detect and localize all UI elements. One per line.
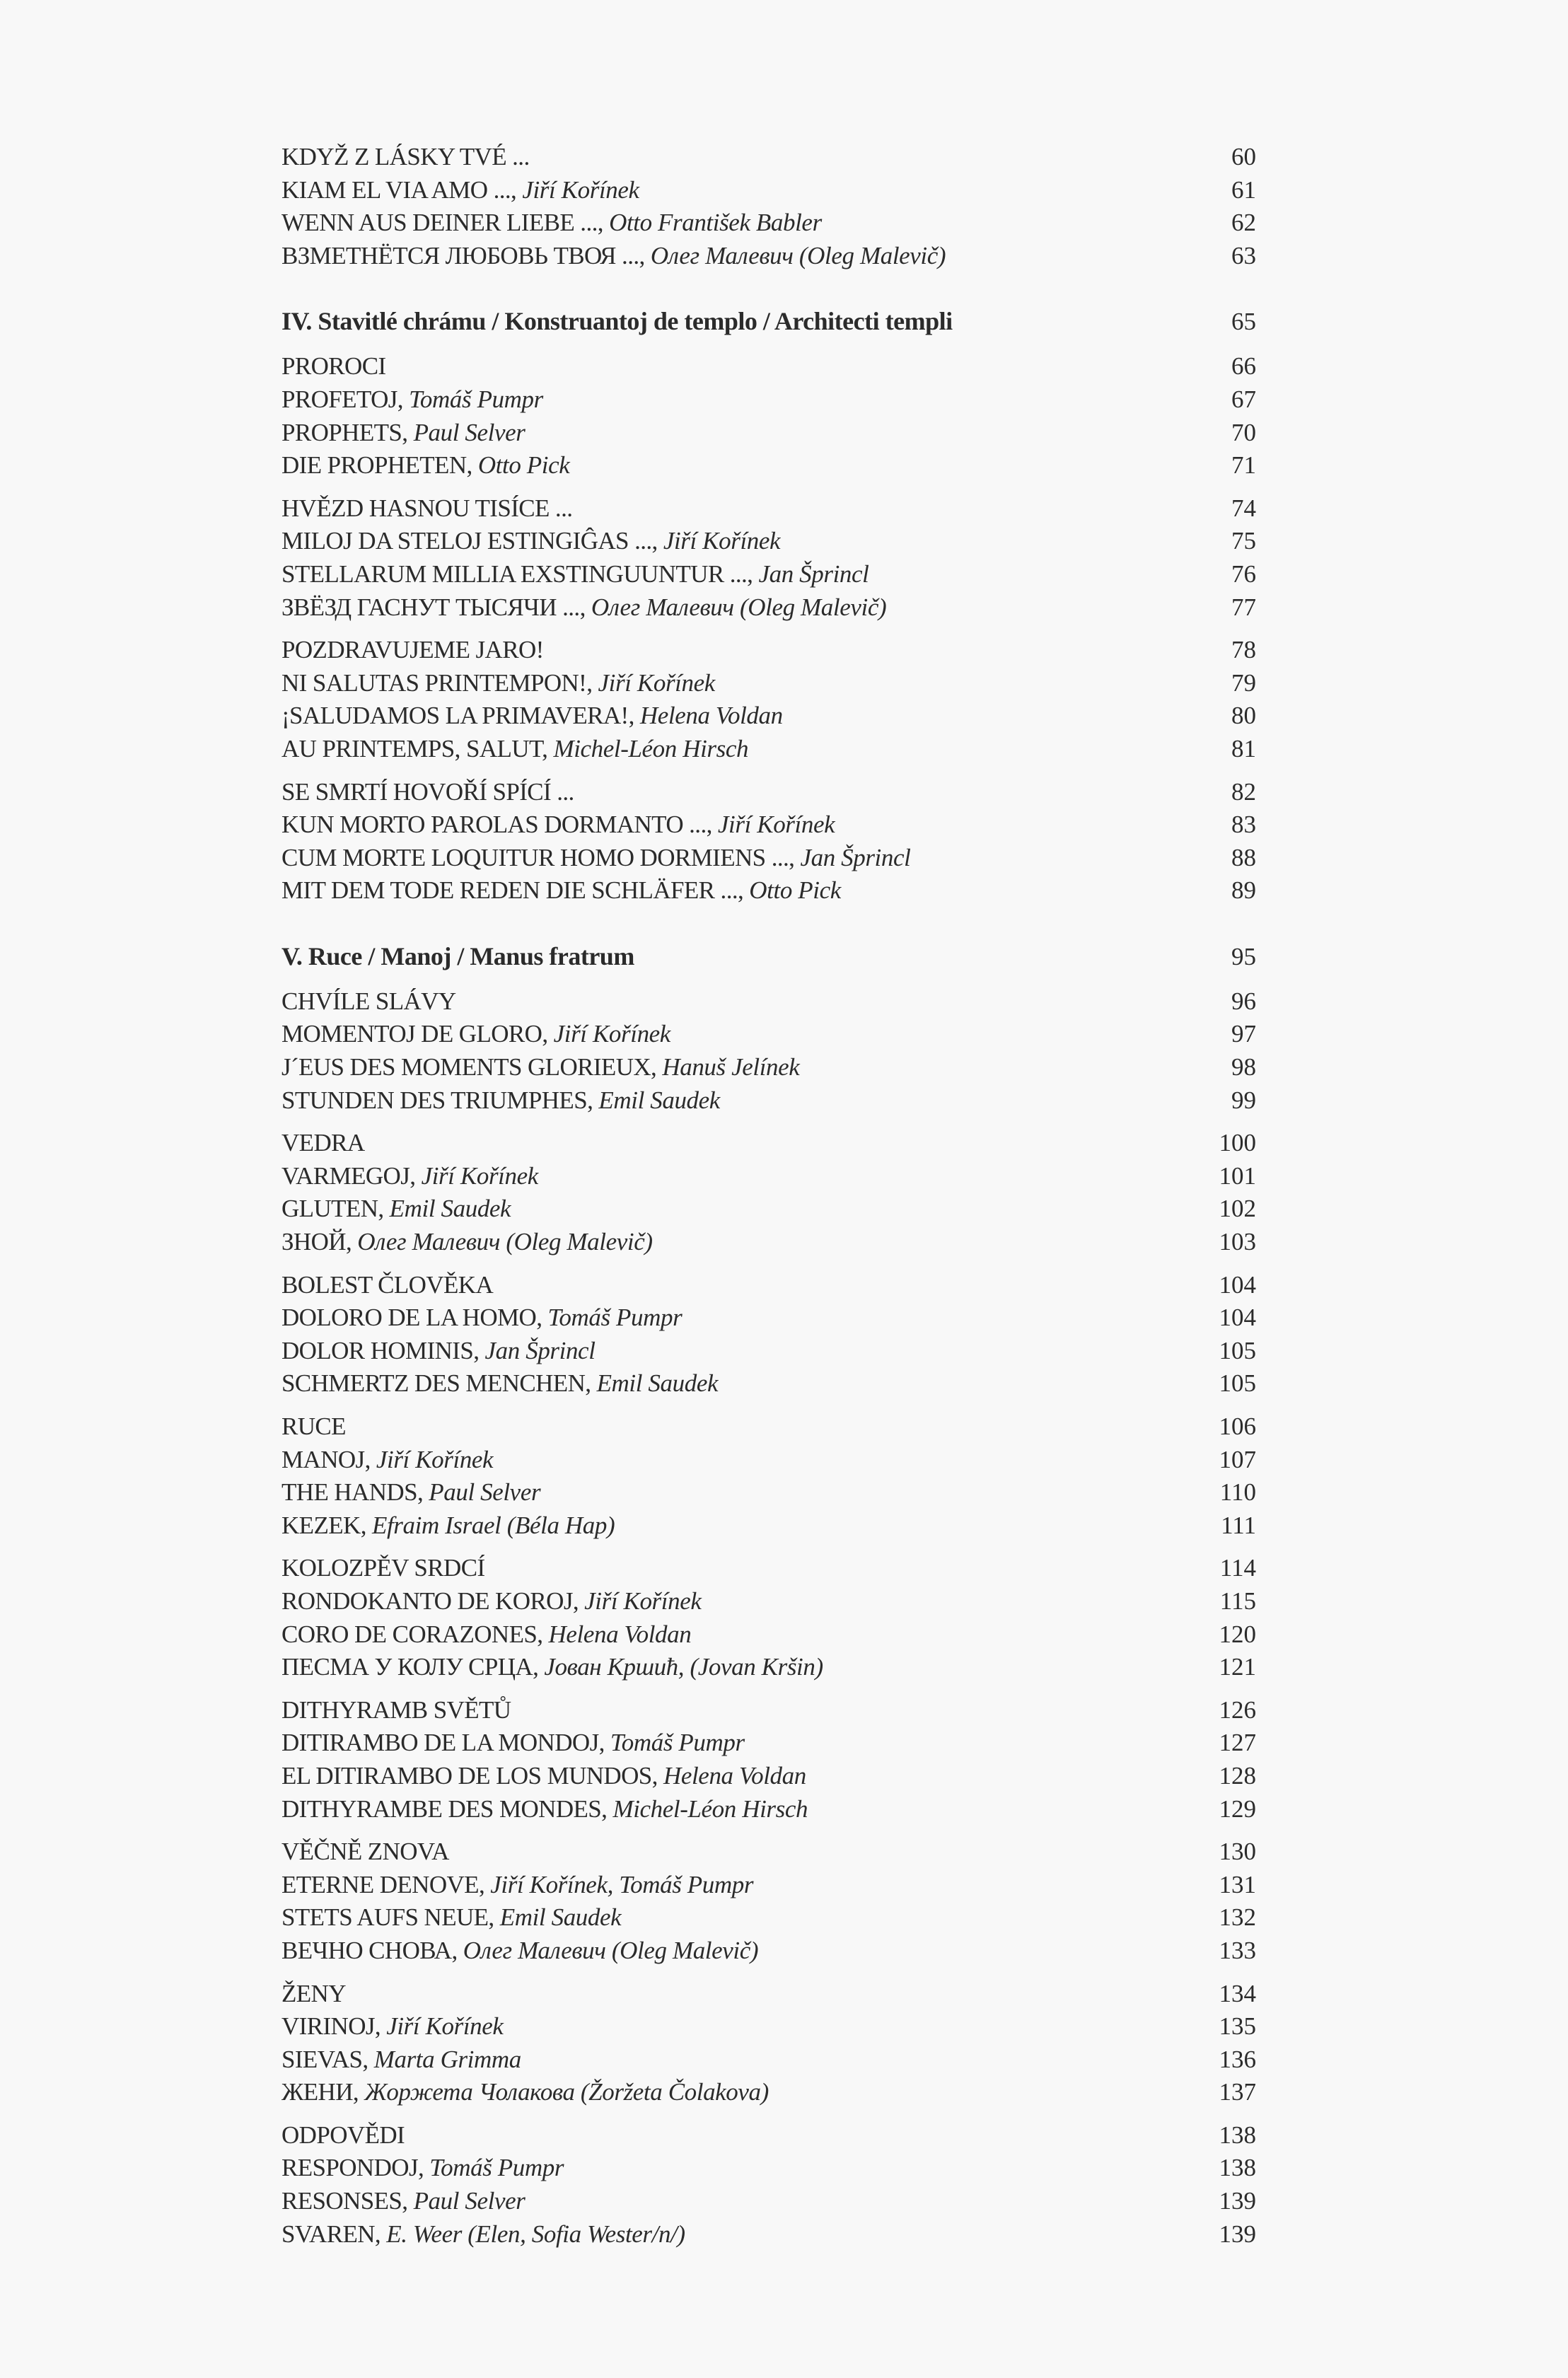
entry-translator: Jiří Kořínek, Tomáš Pumpr bbox=[490, 1870, 754, 1898]
entry-page-number: 60 bbox=[1231, 143, 1256, 170]
entry-page-number: 76 bbox=[1231, 559, 1256, 588]
toc-entry[interactable] bbox=[281, 1901, 1256, 1935]
entry-text bbox=[281, 2185, 525, 2218]
poem-group bbox=[281, 141, 1256, 272]
entry-page-number: 78 bbox=[1231, 636, 1256, 664]
entry-title: NI SALUTAS PRINTEMPON!, bbox=[281, 668, 598, 697]
toc-entry[interactable] bbox=[281, 2185, 1256, 2218]
toc-entry[interactable] bbox=[281, 2010, 1256, 2043]
toc-entry[interactable] bbox=[281, 667, 1256, 700]
entry-page-number: 121 bbox=[1219, 1653, 1256, 1681]
entry-title: PROPHETS, bbox=[281, 418, 414, 446]
entry-translator: Emil Saudek bbox=[389, 1195, 511, 1223]
toc-entry[interactable] bbox=[281, 874, 1256, 907]
entry-page-number: 131 bbox=[1219, 1870, 1256, 1898]
entry-translator: Helena Voldan bbox=[548, 1620, 692, 1648]
entry-title: RESONSES, bbox=[281, 2187, 414, 2215]
entry-text bbox=[281, 417, 525, 450]
entry-title: STELLARUM MILLIA EXSTINGUUNTUR ..., bbox=[281, 559, 759, 588]
entry-page-number: 104 bbox=[1219, 1270, 1256, 1299]
toc-entry[interactable] bbox=[281, 700, 1256, 733]
entry-text bbox=[281, 1760, 806, 1793]
toc-entry[interactable] bbox=[281, 383, 1256, 417]
entry-translator: Jiří Kořínek bbox=[598, 668, 715, 697]
entry-title: VĚČNĚ ZNOVA bbox=[281, 1838, 449, 1866]
toc-entry[interactable] bbox=[281, 174, 1256, 207]
entry-text bbox=[281, 2119, 405, 2152]
toc-entry[interactable] bbox=[281, 985, 1256, 1019]
entry-text bbox=[281, 1835, 449, 1869]
entry-page-number: 134 bbox=[1219, 1979, 1256, 2007]
poem-group bbox=[281, 634, 1256, 765]
section-page-number: 65 bbox=[1231, 308, 1256, 336]
entry-translator: Олег Малевич (Oleg Malevič) bbox=[650, 241, 946, 269]
entry-page-number: 81 bbox=[1231, 734, 1256, 762]
entry-page-number: 79 bbox=[1231, 668, 1256, 697]
toc-entry[interactable] bbox=[281, 1335, 1256, 1368]
entry-translator: Tomáš Pumpr bbox=[409, 385, 543, 413]
entry-page-number: 111 bbox=[1221, 1511, 1256, 1539]
entry-text bbox=[281, 842, 910, 875]
toc-entry[interactable] bbox=[281, 842, 1256, 875]
poem-group bbox=[281, 2119, 1256, 2251]
toc-entry[interactable] bbox=[281, 1651, 1256, 1684]
entry-title: STUNDEN DES TRIUMPHES, bbox=[281, 1086, 599, 1114]
entry-text bbox=[281, 1051, 799, 1084]
entry-translator: Hanuš Jelínek bbox=[662, 1053, 800, 1081]
toc-entry[interactable] bbox=[281, 558, 1256, 591]
toc-entry[interactable] bbox=[281, 1793, 1256, 1826]
toc-entry[interactable] bbox=[281, 2152, 1256, 2185]
entry-text bbox=[281, 808, 835, 842]
entry-title: KDYŽ Z LÁSKY TVÉ ... bbox=[281, 143, 530, 170]
entry-text bbox=[281, 2152, 564, 2185]
toc-entry[interactable] bbox=[281, 591, 1256, 625]
entry-text bbox=[281, 700, 783, 733]
entry-title: GLUTEN, bbox=[281, 1195, 390, 1223]
toc-entry[interactable] bbox=[281, 1760, 1256, 1793]
entry-page-number: 74 bbox=[1231, 494, 1256, 522]
toc-entry[interactable] bbox=[281, 1618, 1256, 1652]
entry-text bbox=[281, 733, 748, 766]
toc-entry[interactable] bbox=[281, 1509, 1256, 1543]
entry-page-number: 100 bbox=[1219, 1129, 1256, 1157]
toc-entry[interactable] bbox=[281, 2119, 1256, 2152]
entry-text bbox=[281, 492, 572, 526]
entry-text bbox=[281, 240, 946, 273]
entry-page-number: 138 bbox=[1219, 2121, 1256, 2149]
entry-text bbox=[281, 1651, 823, 1684]
entry-page-number: 71 bbox=[1231, 451, 1256, 480]
entry-text bbox=[281, 1084, 720, 1118]
entry-page-number: 126 bbox=[1219, 1695, 1256, 1724]
entry-translator: Jiří Kořínek bbox=[553, 1020, 670, 1048]
entry-page-number: 82 bbox=[1231, 777, 1256, 806]
entry-title: SVAREN, bbox=[281, 2220, 387, 2248]
entry-page-number: 101 bbox=[1219, 1161, 1256, 1190]
poem-group bbox=[281, 776, 1256, 907]
poem-group bbox=[281, 350, 1256, 482]
entry-title: MANOJ, bbox=[281, 1445, 376, 1473]
toc-entry[interactable] bbox=[281, 1269, 1256, 1302]
entry-title: SE SMRTÍ HOVOŘÍ SPÍCÍ ... bbox=[281, 777, 574, 806]
entry-text bbox=[281, 1869, 753, 1902]
entry-title: ODPOVĚDI bbox=[281, 2121, 405, 2149]
entry-page-number: 137 bbox=[1219, 2078, 1256, 2106]
entry-text bbox=[281, 1552, 485, 1585]
toc-entry[interactable] bbox=[281, 776, 1256, 809]
entry-title: PROROCI bbox=[281, 352, 386, 381]
entry-translator: Tomáš Pumpr bbox=[547, 1304, 683, 1332]
toc-entry[interactable] bbox=[281, 634, 1256, 667]
entry-title: DITHYRAMB SVĚTŮ bbox=[281, 1695, 511, 1724]
entry-translator: Jan Šprincl bbox=[758, 559, 869, 588]
toc-entry[interactable] bbox=[281, 1301, 1256, 1335]
toc-entry[interactable] bbox=[281, 2218, 1256, 2251]
entry-translator: Emil Saudek bbox=[499, 1903, 622, 1932]
entry-text bbox=[281, 1410, 346, 1444]
toc-entry[interactable] bbox=[281, 1410, 1256, 1444]
entry-title: VEDRA bbox=[281, 1129, 365, 1157]
entry-translator: Јован Кршић, (Jovan Kršin) bbox=[544, 1653, 823, 1681]
entry-translator: Paul Selver bbox=[429, 1478, 541, 1507]
toc-entry[interactable] bbox=[281, 141, 1256, 174]
toc-entry[interactable] bbox=[281, 525, 1256, 558]
entry-page-number: 104 bbox=[1219, 1304, 1256, 1332]
entry-text bbox=[281, 874, 841, 907]
entry-title: DITHYRAMBE DES MONDES, bbox=[281, 1794, 613, 1823]
poem-group bbox=[281, 1552, 1256, 1683]
toc-entry[interactable] bbox=[281, 1585, 1256, 1618]
entry-text bbox=[281, 1476, 540, 1509]
poem-group bbox=[281, 492, 1256, 624]
table-of-contents bbox=[281, 141, 1256, 2251]
entry-text bbox=[281, 1018, 670, 1051]
poem-group bbox=[281, 1694, 1256, 1826]
entry-page-number: 105 bbox=[1219, 1336, 1256, 1364]
entry-title: STETS AUFS NEUE, bbox=[281, 1903, 500, 1932]
poem-group bbox=[281, 1978, 1256, 2109]
entry-title: BOLEST ČLOVĚKA bbox=[281, 1270, 494, 1299]
entry-translator: Jiří Kořínek bbox=[522, 175, 639, 204]
entry-title: KUN MORTO PAROLAS DORMANTO ..., bbox=[281, 811, 718, 839]
toc-entry[interactable] bbox=[281, 1084, 1256, 1118]
entry-translator: Emil Saudek bbox=[598, 1086, 720, 1114]
section-heading[interactable] bbox=[281, 939, 1256, 974]
entry-title: WENN AUS DEINER LIEBE ..., bbox=[281, 209, 610, 237]
entry-translator: Jiří Kořínek bbox=[663, 527, 781, 555]
toc-entry[interactable] bbox=[281, 1051, 1256, 1084]
entry-text bbox=[281, 2076, 769, 2109]
entry-text bbox=[281, 1335, 596, 1368]
entry-title: ЗНОЙ, bbox=[281, 1228, 358, 1256]
entry-title: KIAM EL VIA AMO ..., bbox=[281, 175, 523, 204]
entry-translator: Michel-Léon Hirsch bbox=[612, 1794, 808, 1823]
entry-translator: Tomáš Pumpr bbox=[610, 1729, 745, 1757]
entry-page-number: 138 bbox=[1219, 2154, 1256, 2182]
entry-title: ПЕСМА У КОЛУ СРЦА, bbox=[281, 1653, 545, 1681]
entry-title: ЗВЁЗД ГАСНУТ ТЫСЯЧИ ..., bbox=[281, 593, 591, 621]
toc-entry[interactable] bbox=[281, 1935, 1256, 1968]
entry-translator: Jiří Kořínek bbox=[421, 1161, 538, 1190]
entry-page-number: 62 bbox=[1231, 209, 1256, 237]
entry-page-number: 129 bbox=[1219, 1794, 1256, 1823]
poem-group bbox=[281, 985, 1256, 1117]
entry-page-number: 120 bbox=[1219, 1620, 1256, 1648]
entry-translator: Paul Selver bbox=[413, 418, 525, 446]
toc-entry[interactable] bbox=[281, 417, 1256, 450]
entry-title: DIE PROPHETEN, bbox=[281, 451, 478, 480]
entry-text bbox=[281, 667, 715, 700]
entry-title: ЖЕНИ, bbox=[281, 2078, 365, 2106]
toc-entry[interactable] bbox=[281, 2043, 1256, 2077]
entry-translator: Жоржета Чолакова (Žoržeta Čolakova) bbox=[364, 2078, 769, 2106]
entry-page-number: 106 bbox=[1219, 1413, 1256, 1440]
entry-translator: Otto František Babler bbox=[609, 209, 822, 237]
entry-page-number: 96 bbox=[1231, 987, 1256, 1015]
toc-entry[interactable] bbox=[281, 350, 1256, 383]
entry-text bbox=[281, 1367, 718, 1400]
entry-translator: Marta Grimma bbox=[373, 2045, 521, 2073]
toc-entry[interactable] bbox=[281, 1367, 1256, 1400]
entry-translator: Jiří Kořínek bbox=[584, 1587, 702, 1615]
entry-title: AU PRINTEMPS, SALUT, bbox=[281, 734, 554, 762]
entry-page-number: 127 bbox=[1219, 1729, 1256, 1757]
entry-text bbox=[281, 1901, 621, 1935]
entry-translator: Олег Малевич (Oleg Malevič) bbox=[357, 1228, 653, 1256]
entry-title: KOLOZPĚV SRDCÍ bbox=[281, 1554, 485, 1582]
entry-translator: Efraim Israel (Béla Hap) bbox=[372, 1511, 615, 1539]
entry-title: MOMENTOJ DE GLORO, bbox=[281, 1020, 554, 1048]
toc-entry[interactable] bbox=[281, 1727, 1256, 1760]
entry-title: ¡SALUDAMOS LA PRIMAVERA!, bbox=[281, 702, 640, 730]
entry-text bbox=[281, 2010, 504, 2043]
entry-text bbox=[281, 1160, 538, 1193]
entry-title: DOLOR HOMINIS, bbox=[281, 1336, 485, 1364]
entry-title: RUCE bbox=[281, 1413, 346, 1440]
entry-title: HVĚZD HASNOU TISÍCE ... bbox=[281, 494, 573, 522]
entry-text bbox=[281, 1618, 691, 1652]
entry-title: ВЗМЕТНЁТСЯ ЛЮБОВЬ ТВОЯ ..., bbox=[281, 241, 651, 269]
entry-text bbox=[281, 1444, 493, 1477]
entry-page-number: 66 bbox=[1231, 352, 1256, 381]
entry-title: MIT DEM TODE REDEN DIE SCHLÄFER ..., bbox=[281, 876, 750, 905]
toc-entry[interactable] bbox=[281, 1694, 1256, 1727]
entry-title: EL DITIRAMBO DE LOS MUNDOS, bbox=[281, 1761, 663, 1790]
entry-text bbox=[281, 2043, 521, 2077]
toc-entry[interactable] bbox=[281, 240, 1256, 273]
section-title: V. Ruce / Manoj / Manus fratrum bbox=[281, 941, 634, 970]
entry-page-number: 105 bbox=[1219, 1369, 1256, 1398]
entry-title: VIRINOJ, bbox=[281, 2012, 387, 2041]
entry-title: CORO DE CORAZONES, bbox=[281, 1620, 549, 1648]
entry-text bbox=[281, 350, 386, 383]
section-title: IV. Stavitlé chrámu / Konstruantoj de templo / Architecti templi bbox=[281, 307, 953, 336]
toc-entry[interactable] bbox=[281, 207, 1256, 240]
entry-text bbox=[281, 985, 456, 1019]
toc-entry[interactable] bbox=[281, 1226, 1256, 1259]
entry-title: THE HANDS, bbox=[281, 1478, 429, 1507]
entry-text bbox=[281, 525, 780, 558]
entry-title: CHVÍLE SLÁVY bbox=[281, 987, 456, 1015]
entry-translator: Jiří Kořínek bbox=[386, 2012, 504, 2041]
entry-page-number: 128 bbox=[1219, 1761, 1256, 1790]
toc-entry[interactable] bbox=[281, 1869, 1256, 1902]
toc-entry[interactable] bbox=[281, 2076, 1256, 2109]
entry-page-number: 110 bbox=[1219, 1478, 1256, 1507]
toc-entry[interactable] bbox=[281, 1127, 1256, 1160]
entry-page-number: 132 bbox=[1219, 1903, 1256, 1932]
entry-page-number: 139 bbox=[1219, 2220, 1256, 2248]
entry-translator: Jiří Kořínek bbox=[376, 1445, 494, 1473]
section-page-number: 95 bbox=[1231, 942, 1256, 970]
entry-title: ŽENY bbox=[281, 1979, 346, 2007]
entry-text bbox=[281, 207, 822, 240]
entry-page-number: 133 bbox=[1219, 1936, 1256, 1964]
entry-title: PROFETOJ, bbox=[281, 385, 410, 413]
entry-text bbox=[281, 449, 569, 482]
entry-page-number: 75 bbox=[1231, 527, 1256, 555]
entry-title: DITIRAMBO DE LA MONDOJ, bbox=[281, 1729, 610, 1757]
entry-title: MILOJ DA STELOJ ESTINGIĜAS ..., bbox=[281, 527, 663, 555]
entry-page-number: 89 bbox=[1231, 876, 1256, 905]
entry-title: J´EUS DES MOMENTS GLORIEUX, bbox=[281, 1053, 663, 1081]
entry-title: POZDRAVUJEME JARO! bbox=[281, 636, 544, 664]
entry-translator: E. Weer (Elen, Sofia Wester/n/) bbox=[386, 2220, 685, 2248]
toc-entry[interactable] bbox=[281, 1193, 1256, 1226]
entry-title: KEZEK, bbox=[281, 1511, 372, 1539]
entry-title: SIEVAS, bbox=[281, 2045, 374, 2073]
entry-title: CUM MORTE LOQUITUR HOMO DORMIENS ..., bbox=[281, 843, 801, 871]
entry-text bbox=[281, 1694, 511, 1727]
entry-text bbox=[281, 1585, 701, 1618]
entry-page-number: 99 bbox=[1231, 1086, 1256, 1114]
entry-text bbox=[281, 1226, 653, 1259]
toc-entry[interactable] bbox=[281, 449, 1256, 482]
entry-text bbox=[281, 558, 869, 591]
entry-title: RESPONDOJ, bbox=[281, 2154, 430, 2182]
entry-title: SCHMERTZ DES MENCHEN, bbox=[281, 1369, 597, 1398]
entry-page-number: 63 bbox=[1231, 241, 1256, 269]
poem-group bbox=[281, 1127, 1256, 1258]
entry-text bbox=[281, 383, 543, 417]
entry-text bbox=[281, 634, 544, 667]
entry-page-number: 135 bbox=[1219, 2012, 1256, 2041]
entry-page-number: 97 bbox=[1231, 1020, 1256, 1048]
entry-translator: Tomáš Pumpr bbox=[429, 2154, 564, 2182]
poem-group bbox=[281, 1269, 1256, 1400]
entry-title: DOLORO DE LA HOMO, bbox=[281, 1304, 548, 1332]
entry-translator: Jiří Kořínek bbox=[717, 811, 835, 839]
toc-entry[interactable] bbox=[281, 1978, 1256, 2011]
toc-entry[interactable] bbox=[281, 1552, 1256, 1585]
entry-page-number: 80 bbox=[1231, 702, 1256, 730]
entry-page-number: 70 bbox=[1231, 418, 1256, 446]
section-heading[interactable] bbox=[281, 303, 1256, 339]
toc-entry[interactable] bbox=[281, 1018, 1256, 1051]
entry-text bbox=[281, 1509, 615, 1543]
entry-page-number: 139 bbox=[1219, 2187, 1256, 2215]
entry-translator: Michel-Léon Hirsch bbox=[553, 734, 749, 762]
entry-text bbox=[281, 1193, 511, 1226]
entry-text bbox=[281, 776, 574, 809]
entry-page-number: 102 bbox=[1219, 1195, 1256, 1223]
entry-text bbox=[281, 1269, 493, 1302]
entry-page-number: 77 bbox=[1231, 593, 1256, 621]
entry-text bbox=[281, 591, 886, 625]
entry-page-number: 98 bbox=[1231, 1053, 1256, 1081]
entry-translator: Helena Voldan bbox=[639, 702, 783, 730]
entry-page-number: 67 bbox=[1231, 385, 1256, 413]
entry-page-number: 107 bbox=[1219, 1445, 1256, 1473]
entry-page-number: 103 bbox=[1219, 1228, 1256, 1256]
entry-translator: Jan Šprincl bbox=[484, 1336, 596, 1364]
toc-entry[interactable] bbox=[281, 1444, 1256, 1477]
entry-page-number: 136 bbox=[1219, 2045, 1256, 2073]
toc-entry[interactable] bbox=[281, 808, 1256, 842]
entry-translator: Emil Saudek bbox=[596, 1369, 719, 1398]
entry-text bbox=[281, 2218, 685, 2251]
poem-group bbox=[281, 1410, 1256, 1542]
entry-text bbox=[281, 1301, 682, 1335]
entry-page-number: 115 bbox=[1219, 1587, 1256, 1615]
entry-page-number: 130 bbox=[1219, 1838, 1256, 1866]
entry-translator: Otto Pick bbox=[749, 876, 841, 905]
entry-text bbox=[281, 1935, 758, 1968]
entry-translator: Otto Pick bbox=[477, 451, 570, 480]
toc-entry[interactable] bbox=[281, 1160, 1256, 1193]
toc-entry[interactable] bbox=[281, 492, 1256, 526]
entry-text bbox=[281, 1727, 745, 1760]
toc-entry[interactable] bbox=[281, 733, 1256, 766]
entry-page-number: 61 bbox=[1231, 175, 1256, 204]
entry-title: ВЕЧНО СНОВА, bbox=[281, 1936, 463, 1964]
entry-translator: Paul Selver bbox=[413, 2187, 525, 2215]
entry-page-number: 88 bbox=[1231, 843, 1256, 871]
entry-page-number: 114 bbox=[1219, 1554, 1256, 1582]
entry-text bbox=[281, 1127, 365, 1160]
entry-text bbox=[281, 1793, 808, 1826]
entry-translator: Олег Малевич (Oleg Malevič) bbox=[591, 593, 887, 621]
entry-text bbox=[281, 1978, 346, 2011]
entry-title: VARMEGOJ, bbox=[281, 1161, 422, 1190]
entry-title: ETERNE DENOVE, bbox=[281, 1870, 491, 1898]
entry-translator: Олег Малевич (Oleg Malevič) bbox=[463, 1936, 759, 1964]
toc-entry[interactable] bbox=[281, 1835, 1256, 1869]
toc-entry[interactable] bbox=[281, 1476, 1256, 1509]
entry-text bbox=[281, 174, 639, 207]
entry-text bbox=[281, 141, 530, 174]
poem-group bbox=[281, 1835, 1256, 1967]
entry-title: RONDOKANTO DE KOROJ, bbox=[281, 1587, 585, 1615]
entry-translator: Helena Voldan bbox=[663, 1761, 806, 1790]
entry-translator: Jan Šprincl bbox=[800, 843, 911, 871]
entry-page-number: 83 bbox=[1231, 811, 1256, 839]
